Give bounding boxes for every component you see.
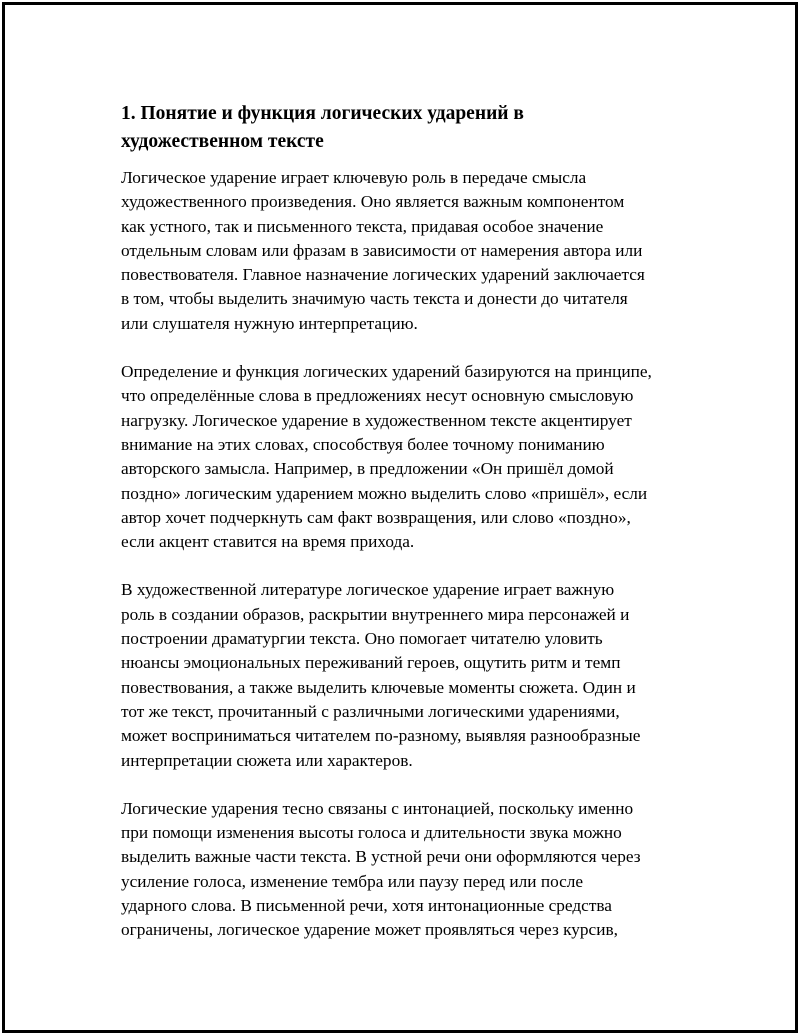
text-line: отдельным словам или фразам в зависимости от намерения автора или <box>121 240 643 260</box>
text-line: при помощи изменения высоты голоса и длительности звука можно <box>121 823 622 843</box>
paragraph <box>121 360 687 554</box>
text-line: Логическое ударение играет ключевую роль в передаче смысла <box>121 168 587 187</box>
text-line: тот же текст, прочитанный с различными логическими ударениями, <box>121 701 620 721</box>
text-line: автор хочет подчеркнуть сам факт возвращения, или слово «поздно», <box>121 507 631 527</box>
text-line: внимание на этих словах, способствуя более точному пониманию <box>121 434 605 454</box>
text-line: Логические ударения тесно связаны с интонацией, поскольку именно <box>121 798 634 818</box>
text-line: нагрузку. Логическое ударение в художественном тексте акцентирует <box>121 410 632 430</box>
text-line: роль в создании образов, раскрытии внутреннего мира персонажей и <box>121 604 630 624</box>
text-line: ограничены, логическое ударение может проявляться через курсив, <box>121 920 618 940</box>
text-line: ударного слова. В письменной речи, хотя интонационные средства <box>121 896 612 916</box>
text-line: выделить важные части текста. В устной речи они оформляются через <box>121 847 641 867</box>
page-frame <box>2 2 798 1033</box>
text-line: авторского замысла. Например, в предложении «Он пришёл домой <box>121 459 614 479</box>
text-line: в том, чтобы выделить значимую часть текста и донести до читателя <box>121 289 628 309</box>
paragraph <box>121 166 687 336</box>
text-line: повествователя. Главное назначение логических ударений заключается <box>121 265 645 285</box>
section-heading: 1. Понятие и функция логических ударений в художественном тексте <box>121 103 524 152</box>
text-line: если акцент ставится на время прихода. <box>121 532 415 552</box>
text-line: поздно» логическим ударением можно выделить слово «пришёл», если <box>121 483 648 503</box>
paragraph <box>121 797 687 943</box>
text-line: Определение и функция логических ударений базируются на принципе, <box>121 362 652 382</box>
text-line: В художественной литературе логическое ударение играет важную <box>121 580 615 600</box>
text-line: что определённые слова в предложениях несут основную смысловую <box>121 386 634 406</box>
text-line: интерпретации сюжета или характеров. <box>121 750 413 770</box>
text-line: может восприниматься читателем по-разному, выявляя разнообразные <box>121 726 641 746</box>
document-body <box>121 100 687 967</box>
text-line: художественного произведения. Оно является важным компонентом <box>121 192 625 212</box>
text-line: повествования, а также выделить ключевые моменты сюжета. Один и <box>121 677 636 697</box>
text-line: построении драматургии текста. Оно помогает читателю уловить <box>121 629 603 649</box>
text-line: нюансы эмоциональных переживаний героев, ощутить ритм и темп <box>121 653 621 673</box>
text-line: как устного, так и письменного текста, придавая особое значение <box>121 216 604 236</box>
text-line: усиление голоса, изменение тембра или паузу перед или после <box>121 871 584 891</box>
paragraph <box>121 578 687 772</box>
paragraph-list <box>121 166 687 943</box>
text-line: или слушателя нужную интерпретацию. <box>121 313 418 333</box>
